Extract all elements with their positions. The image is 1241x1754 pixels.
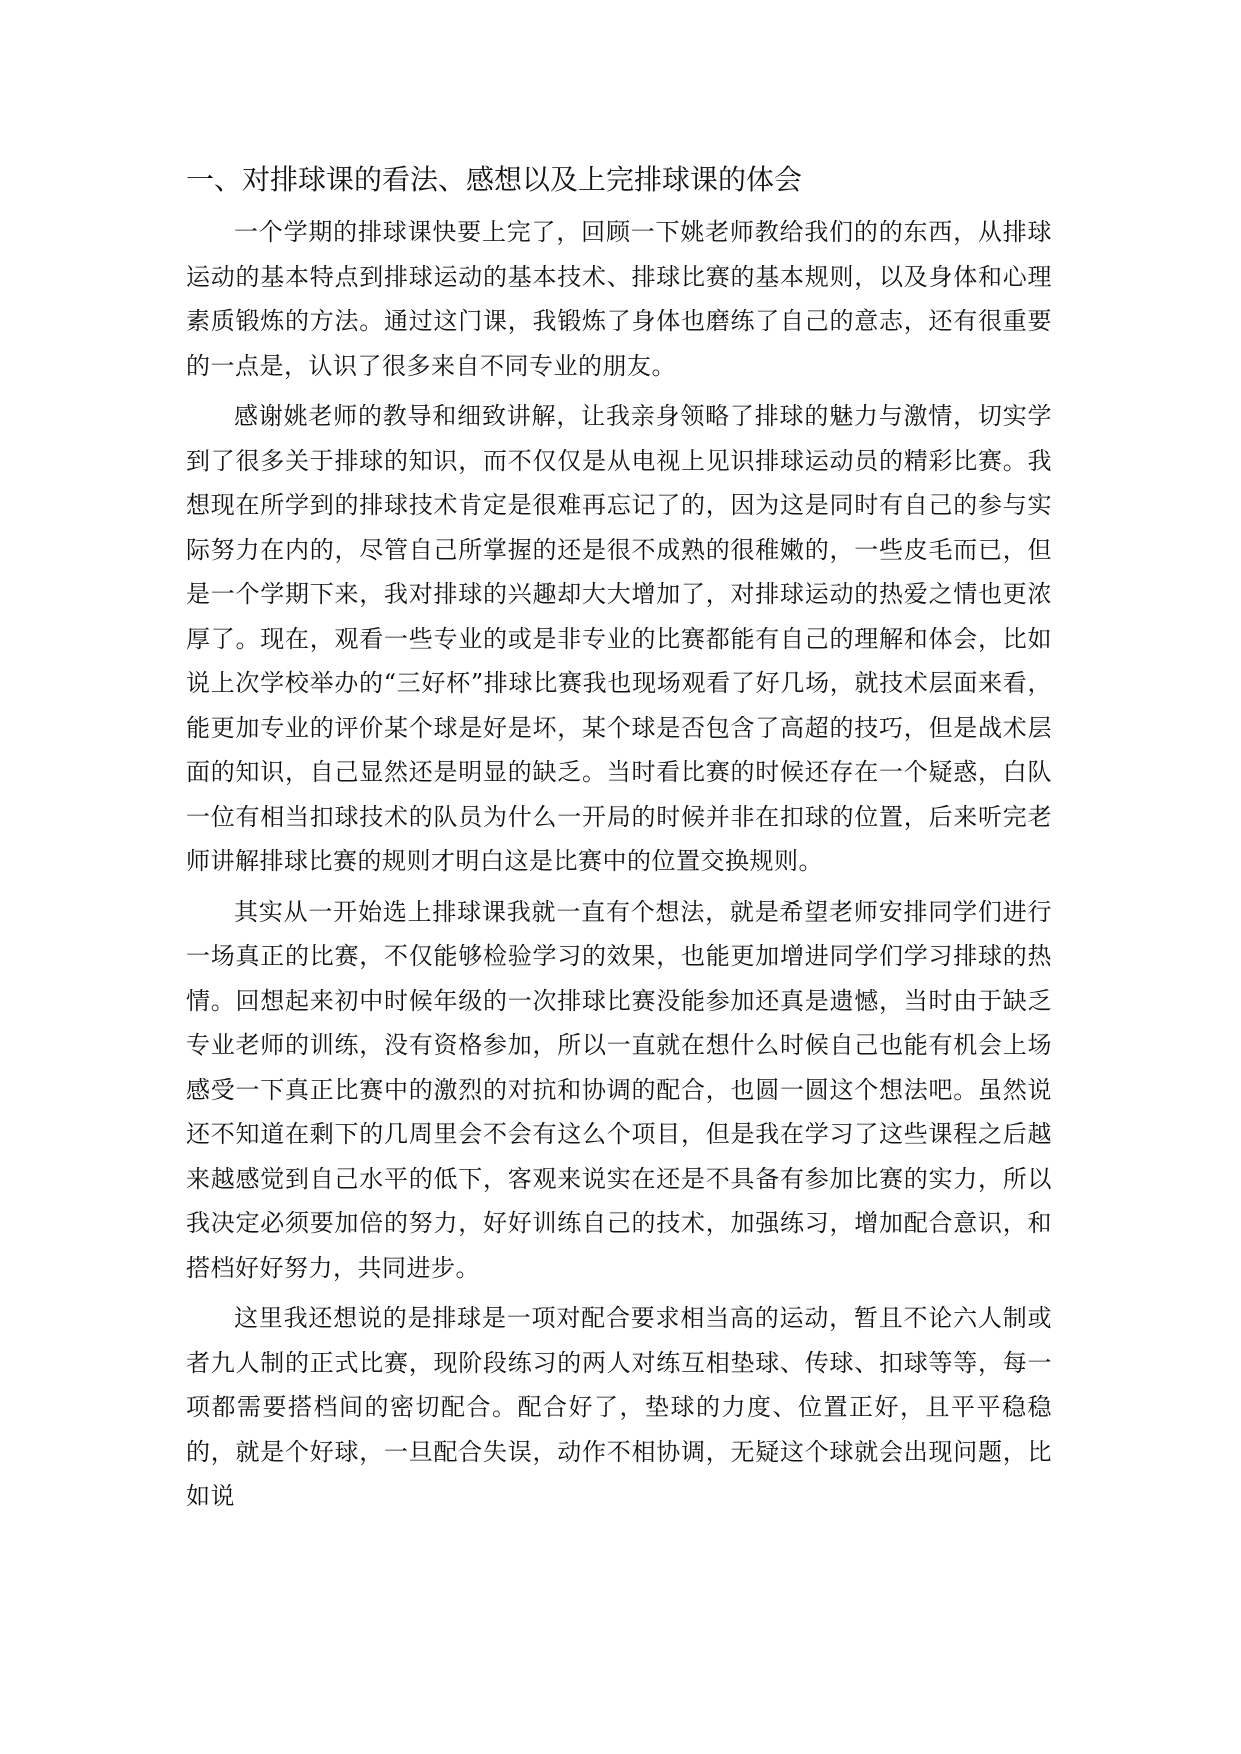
document-body	[186, 160, 1052, 1525]
paragraph-4: 这里我还想说的是排球是一项对配合要求相当高的运动，暂且不论六人制或者九人制的正式比赛，现阶段练习的两人对练互相垫球、传球、扣球等等，每一项都需要搭档间的密切配合。配合好了，垫球的力度、位置正好，且平平稳稳的，就是个好球，一旦配合失误，动作不相协调，无疑这个球就会出现问题，比如说	[186, 1304, 1052, 1510]
paragraph-1: 一个学期的排球课快要上完了，回顾一下姚老师教给我们的的东西，从排球运动的基本特点到排球运动的基本技术、排球比赛的基本规则，以及身体和心理素质锻炼的方法。通过这门课，我锻炼了身体也磨练了自己的意志，还有很重要的一点是，认识了很多来自不同专业的朋友。	[186, 218, 1052, 380]
paragraph-2: 感谢姚老师的教导和细致讲解，让我亲身领略了排球的魅力与激情，切实学到了很多关于排球的知识，而不仅仅是从电视上见识排球运动员的精彩比赛。我想现在所学到的排球技术肯定是很难再忘记了的，因为这是同时有自己的参与实际努力在内的，尽管自己所掌握的还是很不成熟的很稚嫩的，一些皮毛而已，但是一个学期下来，我对排球的兴趣却大大增加了，对排球运动的热爱之情也更浓厚了。现在，观看一些专业的或是非专业的比赛都能有自己的理解和体会，比如说上次学校举办的“三好杯”排球比赛我也现场观看了好几场，就技术层面来看，能更加专业的评价某个球是好是坏，某个球是否包含了高超的技巧，但是战术层面的知识，自己显然还是明显的缺乏。当时看比赛的时候还存在一个疑惑，白队一位有相当扣球技术的队员为什么一开局的时候并非在扣球的位置，后来听完老师讲解排球比赛的规则才明白这是比赛中的位置交换规则。	[186, 402, 1052, 875]
paragraph-3: 其实从一开始选上排球课我就一直有个想法，就是希望老师安排同学们进行一场真正的比赛，不仅能够检验学习的效果，也能更加增进同学们学习排球的热情。回想起来初中时候年级的一次排球比赛没能参加还真是遗憾，当时由于缺乏专业老师的训练，没有资格参加，所以一直就在想什么时候自己也能有机会上场感受一下真正比赛中的激烈的对抗和协调的配合，也圆一圆这个想法吧。虽然说还不知道在剩下的几周里会不会有这么个项目，但是我在学习了这些课程之后越来越感觉到自己水平的低下，客观来说实在还是不具备有参加比赛的实力，所以我决定必须要加倍的努力，好好训练自己的技术，加强练习，增加配合意识，和搭档好好努力，共同进步。	[186, 897, 1052, 1282]
section-heading: 一、对排球课的看法、感想以及上完排球课的体会	[186, 163, 803, 196]
